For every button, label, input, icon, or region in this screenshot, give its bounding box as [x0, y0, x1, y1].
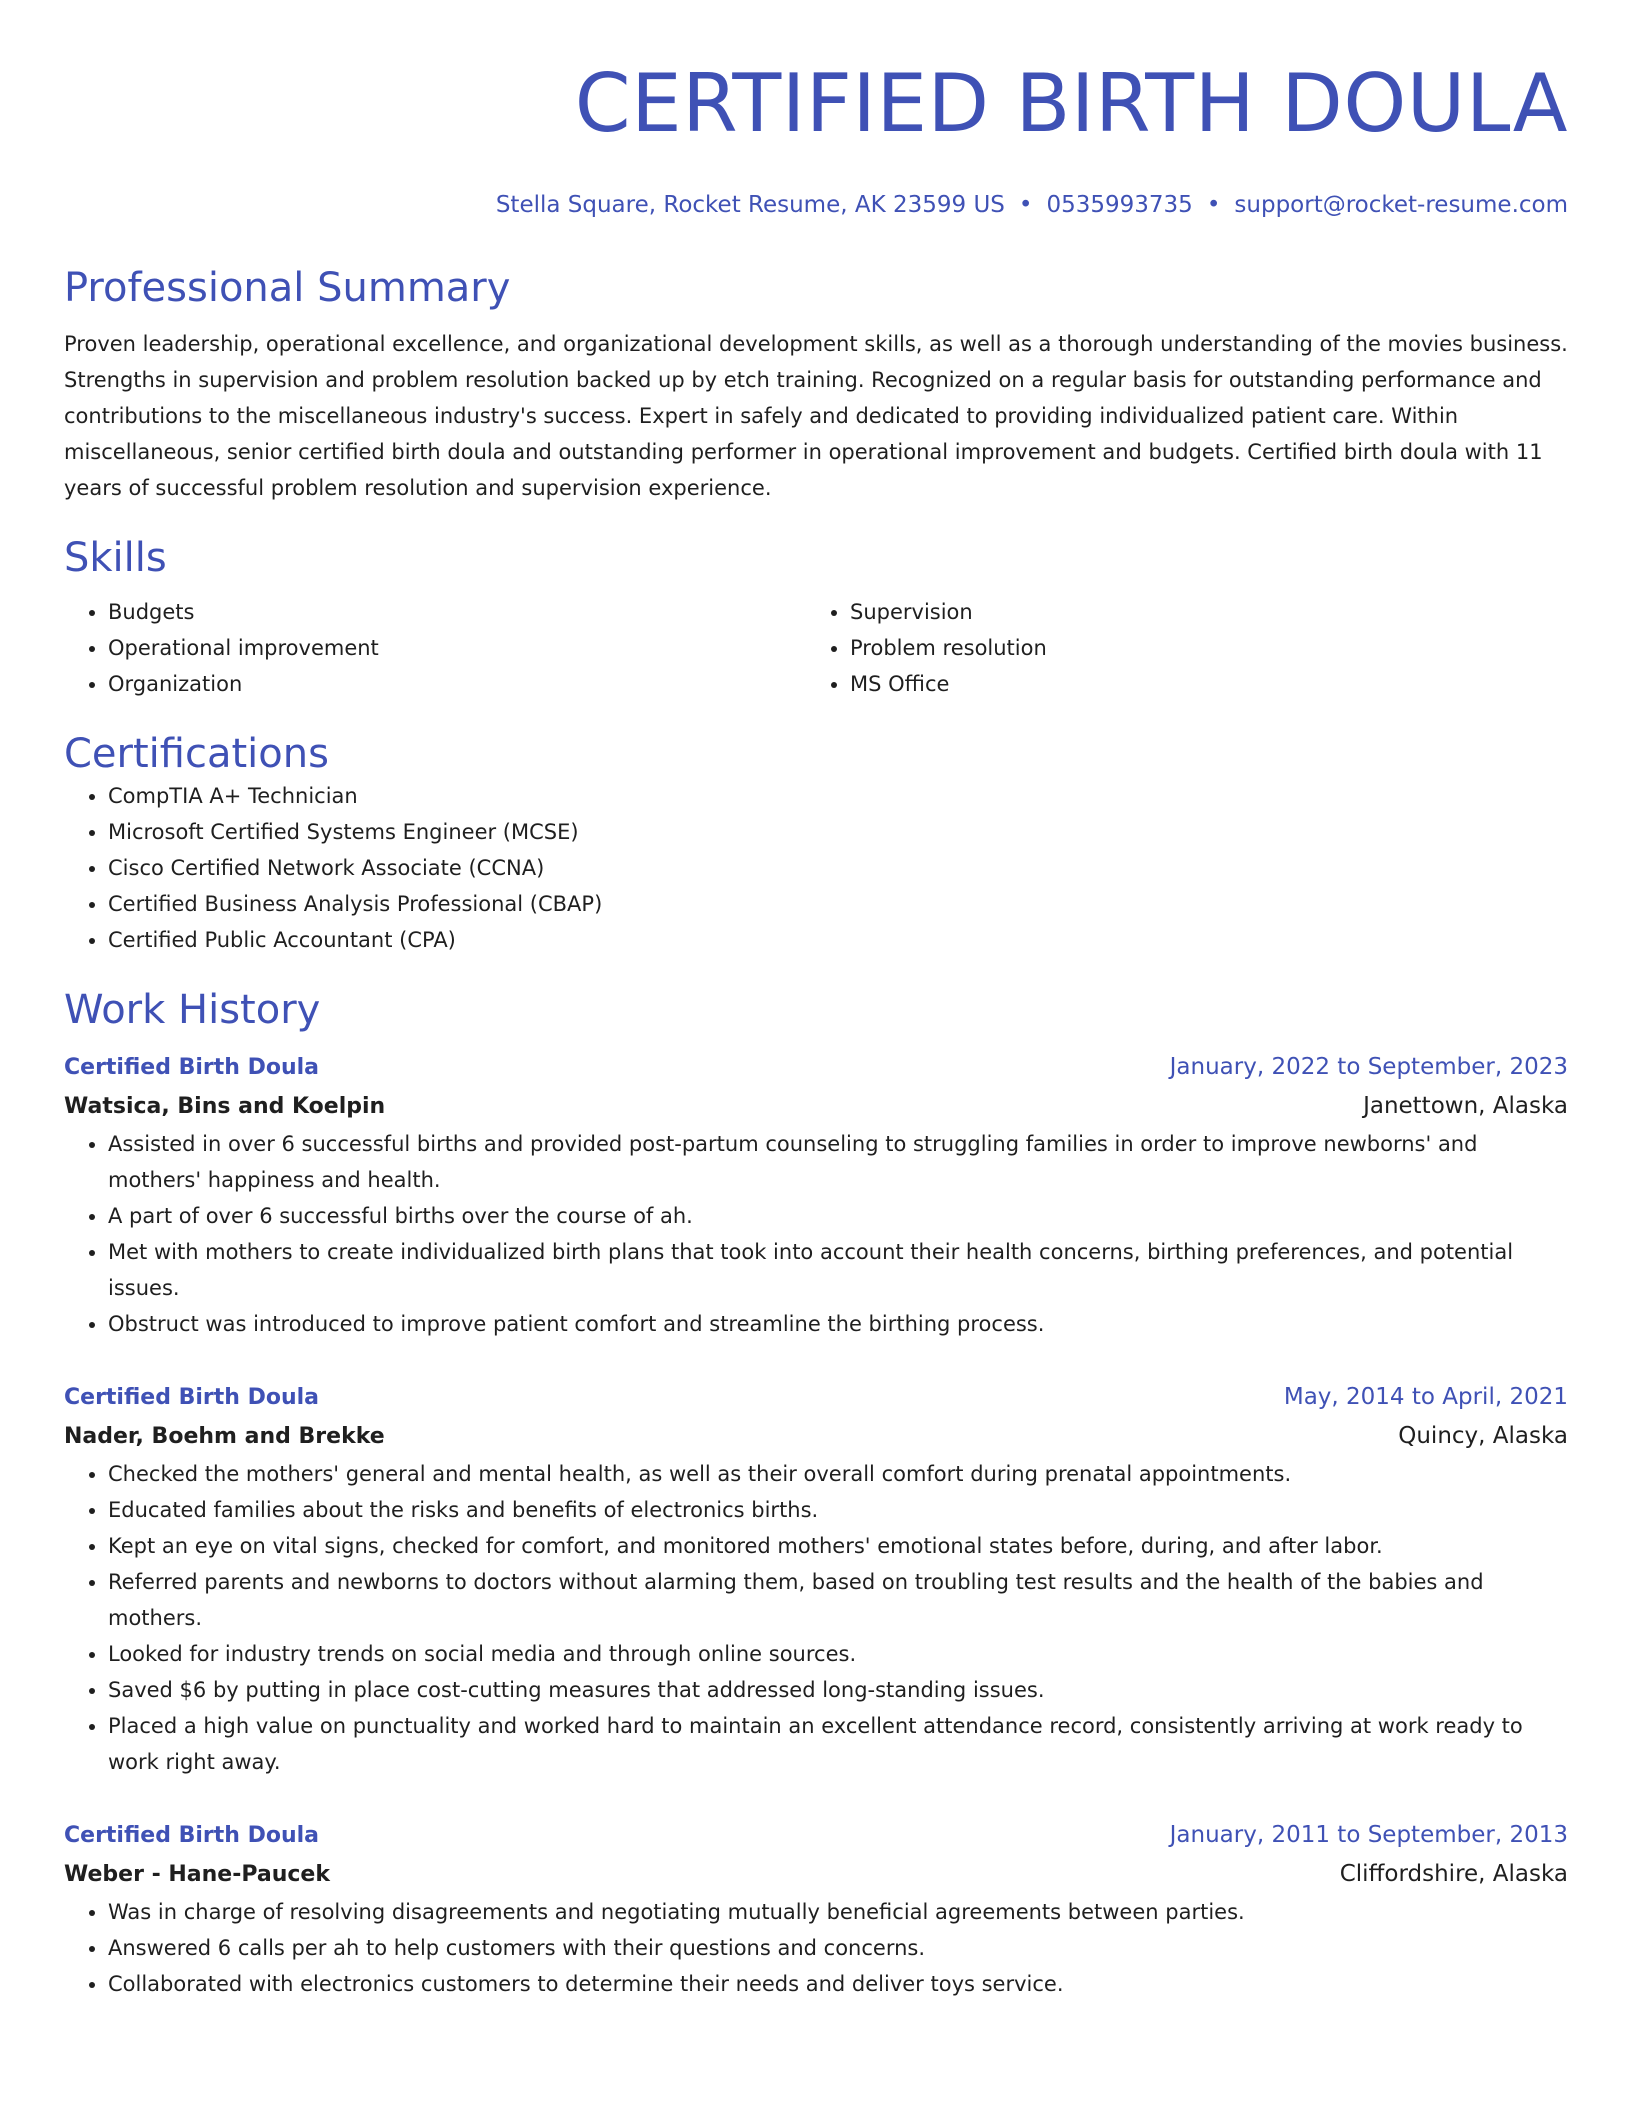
- summary-text: Proven leadership, operational excellence, and organizational development skills, as well as a thorough understanding of the movies business. Strengths in supervision and problem resolution backed up by etch training. Recognized on a regular basis for outstanding performance and contributions to the miscellaneous industry's success. Expert in safely and dedicated to providing individualized patient care. Within miscellaneous, senior certified birth doula and outstanding performer in operational improvement and budgets. Certified birth doula with 11 years of successful problem resolution and supervision experience.: [64, 332, 1568, 500]
- job-duty-item: • Checked the mothers' general and mental health, as well as their overall comfort during prenatal appointments.: [108, 1456, 1568, 1492]
- contact-phone[interactable]: 0535993735: [1046, 192, 1193, 218]
- job-duty-item: • Saved $6 by putting in place cost-cutting measures that addressed long-standing issues.: [108, 1672, 1568, 1708]
- certification-item: • Certified Public Accountant (CPA): [108, 922, 1568, 958]
- job-duties-list: [64, 1456, 1568, 1780]
- job-header-row: [64, 1378, 1568, 1417]
- skills-column-right: [806, 594, 1548, 702]
- job-entry: [64, 1816, 1568, 2002]
- job-header-row: [64, 1816, 1568, 1855]
- job-duty-item: • A part of over 6 successful births over the course of ah.: [108, 1198, 1568, 1234]
- job-duty-item: • Referred parents and newborns to doctors without alarming them, based on troubling test results and the health of the babies and mothers.: [108, 1564, 1568, 1636]
- certifications-list: [64, 778, 1568, 958]
- skill-item: • Organization: [108, 666, 806, 702]
- job-employer-row: [64, 1087, 1568, 1126]
- job-dates: May, 2014 to April, 2021: [1283, 1384, 1568, 1410]
- job-duty-item: • Collaborated with electronics customers to determine their needs and deliver toys service.: [108, 1966, 1568, 2002]
- job-dates: January, 2011 to September, 2013: [1169, 1822, 1568, 1848]
- certification-item: • CompTIA A+ Technician: [108, 778, 1568, 814]
- job-duty-item: • Assisted in over 6 successful births and provided post-partum counseling to struggling families in order to improve newborns' and mothers' happiness and health.: [108, 1126, 1568, 1198]
- job-company: Watsica, Bins and Koelpin: [64, 1094, 386, 1119]
- job-location: Janettown, Alaska: [1363, 1093, 1568, 1119]
- skill-item: • Supervision: [850, 594, 1548, 630]
- contact-address: Stella Square, Rocket Resume, AK 23599 US: [495, 192, 1005, 218]
- job-duty-item: • Obstruct was introduced to improve patient comfort and streamline the birthing process.: [108, 1306, 1568, 1342]
- skills-column-left: [64, 594, 806, 702]
- section-title-skills: Skills: [64, 535, 167, 581]
- skill-item: • Problem resolution: [850, 630, 1548, 666]
- contact-separator: •: [1206, 192, 1221, 218]
- skill-item: • Operational improvement: [108, 630, 806, 666]
- job-title: Certified Birth Doula: [64, 1385, 320, 1410]
- section-title-certifications: Certifications: [64, 731, 329, 777]
- contact-separator: •: [1018, 192, 1033, 218]
- certification-item: • Cisco Certified Network Associate (CCNA): [108, 850, 1568, 886]
- resume-header: [64, 0, 1568, 220]
- job-duties-list: [64, 1894, 1568, 2002]
- section-title-work-history: Work History: [64, 987, 321, 1033]
- skill-item: • MS Office: [850, 666, 1548, 702]
- section-title-summary: Professional Summary: [64, 265, 511, 311]
- skill-item: • Budgets: [108, 594, 806, 630]
- job-duties-list: [64, 1126, 1568, 1342]
- job-company: Nader, Boehm and Brekke: [64, 1424, 385, 1449]
- job-title: Certified Birth Doula: [64, 1823, 320, 1848]
- candidate-name: CERTIFIED BIRTH DOULA: [574, 57, 1568, 150]
- job-entry: [64, 1048, 1568, 1342]
- job-duty-item: • Educated families about the risks and benefits of electronics births.: [108, 1492, 1568, 1528]
- job-duty-item: • Answered 6 calls per ah to help customers with their questions and concerns.: [108, 1930, 1568, 1966]
- skills-list: [64, 594, 1568, 702]
- contact-email[interactable]: support@rocket-resume.com: [1234, 192, 1568, 218]
- job-entry: [64, 1378, 1568, 1780]
- job-duty-item: • Kept an eye on vital signs, checked for comfort, and monitored mothers' emotional states before, during, and after labor.: [108, 1528, 1568, 1564]
- job-header-row: [64, 1048, 1568, 1087]
- certification-item: • Certified Business Analysis Professional (CBAP): [108, 886, 1568, 922]
- job-employer-row: [64, 1417, 1568, 1456]
- job-employer-row: [64, 1855, 1568, 1894]
- job-location: Cliffordshire, Alaska: [1339, 1861, 1568, 1887]
- job-location: Quincy, Alaska: [1398, 1423, 1568, 1449]
- job-duty-item: • Met with mothers to create individualized birth plans that took into account their health concerns, birthing preferences, and potential issues.: [108, 1234, 1568, 1306]
- resume-page: [64, 0, 1568, 2002]
- job-company: Weber - Hane-Paucek: [64, 1862, 330, 1887]
- job-duty-item: • Placed a high value on punctuality and worked hard to maintain an excellent attendance record, consistently arriving at work ready to work right away.: [108, 1708, 1568, 1780]
- job-duty-item: • Was in charge of resolving disagreements and negotiating mutually beneficial agreements between parties.: [108, 1894, 1568, 1930]
- job-title: Certified Birth Doula: [64, 1055, 320, 1080]
- job-dates: January, 2022 to September, 2023: [1169, 1054, 1568, 1080]
- contact-line: [64, 190, 1568, 220]
- certification-item: • Microsoft Certified Systems Engineer (MCSE): [108, 814, 1568, 850]
- job-duty-item: • Looked for industry trends on social media and through online sources.: [108, 1636, 1568, 1672]
